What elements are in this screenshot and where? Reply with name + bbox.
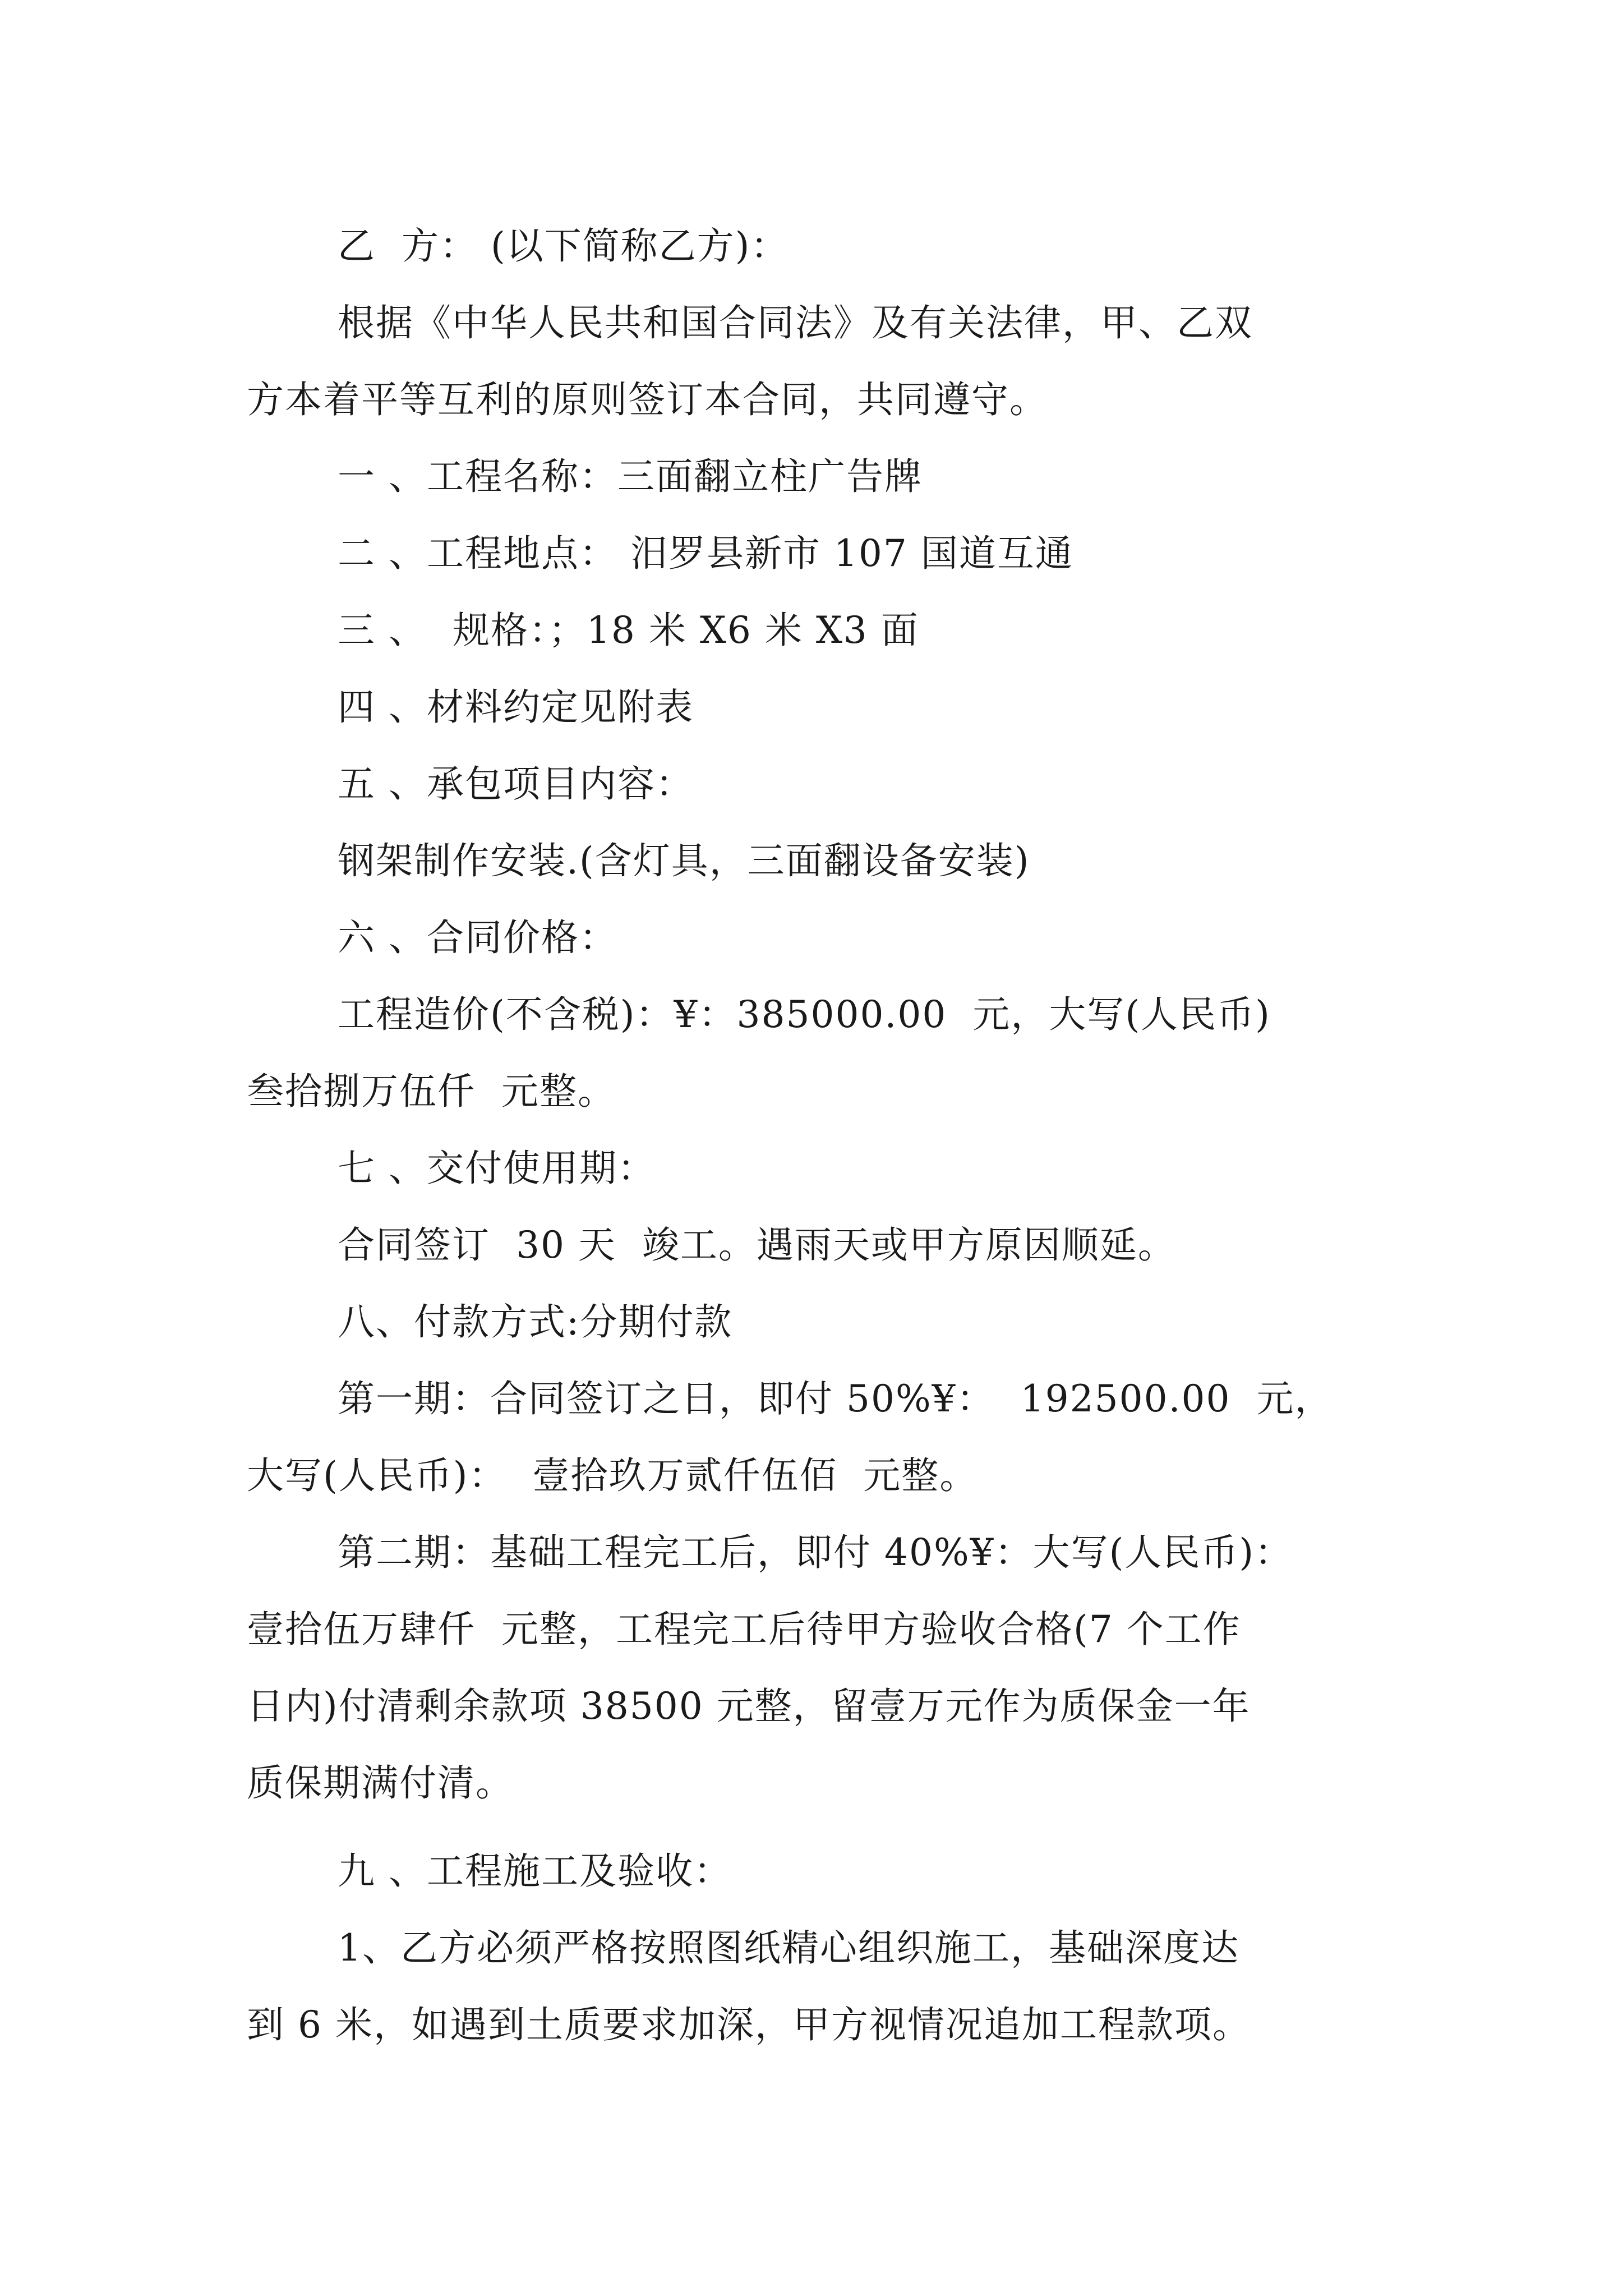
payment-phase-2-line-3: 日内)付清剩余款项 38500 元整，留壹万元作为质保金一年 — [247, 1685, 1251, 1728]
clause-9-item-1-line-2: 到 6 米，如遇到土质要求加深，甲方视情况追加工程款项。 — [247, 2003, 1251, 2046]
clause-7-content: 合同签订 30 天 竣工。遇雨天或甲方原因顺延。 — [338, 1223, 1176, 1267]
clause-7-heading: 七 、交付使用期： — [338, 1147, 656, 1190]
clause-4-materials: 四 、材料约定见附表 — [338, 685, 694, 729]
clause-6-heading: 六 、合同价格： — [338, 916, 617, 959]
party-b-line: 乙 方： (以下简称乙方)： — [338, 224, 789, 268]
payment-phase-1-line-1: 第一期：合同签订之日，即付 50%¥： 192500.00 元， — [338, 1377, 1333, 1420]
preamble-line-2: 方本着平等互利的原则签订本合同，共同遵守。 — [247, 378, 1048, 421]
clause-9-item-1-line-1: 1、乙方必须严格按照图纸精心组织施工，基础深度达 — [338, 1926, 1239, 1970]
paragraph-gap — [247, 1821, 1385, 1833]
clause-5-heading: 五 、承包项目内容： — [338, 762, 694, 806]
payment-phase-2-line-4: 质保期满付清。 — [247, 1761, 514, 1805]
preamble-line-1: 根据《中华人民共和国合同法》及有关法律，甲、乙双 — [338, 301, 1253, 344]
clause-5-content: 钢架制作安装.(含灯具，三面翻设备安装) — [338, 839, 1030, 882]
clause-9-heading: 九 、工程施工及验收： — [338, 1849, 732, 1893]
payment-phase-2-line-1: 第二期：基础工程完工后，即付 40%¥：大写(人民币)： — [338, 1531, 1293, 1574]
payment-phase-2-line-2: 壹拾伍万肆仟 元整，工程完工后待甲方验收合格(7 个工作 — [247, 1608, 1241, 1651]
contract-body — [247, 208, 1385, 2063]
clause-1-project-name: 一 、工程名称：三面翻立柱广告牌 — [338, 455, 923, 498]
clause-8-heading: 八、付款方式:分期付款 — [338, 1300, 733, 1343]
clause-2-project-location: 二 、工程地点： 汨罗县新市 107 国道互通 — [338, 532, 1073, 575]
clause-6-price-line-1: 工程造价(不含税)：¥：385000.00 元，大写(人民币) — [338, 993, 1271, 1036]
clause-6-price-line-2: 叁拾捌万伍仟 元整。 — [247, 1070, 616, 1113]
clause-3-specification: 三 、 规格：；18 米 X6 米 X3 面 — [338, 609, 919, 652]
payment-phase-1-line-2: 大写(人民币)： 壹拾玖万贰仟伍佰 元整。 — [247, 1454, 978, 1497]
